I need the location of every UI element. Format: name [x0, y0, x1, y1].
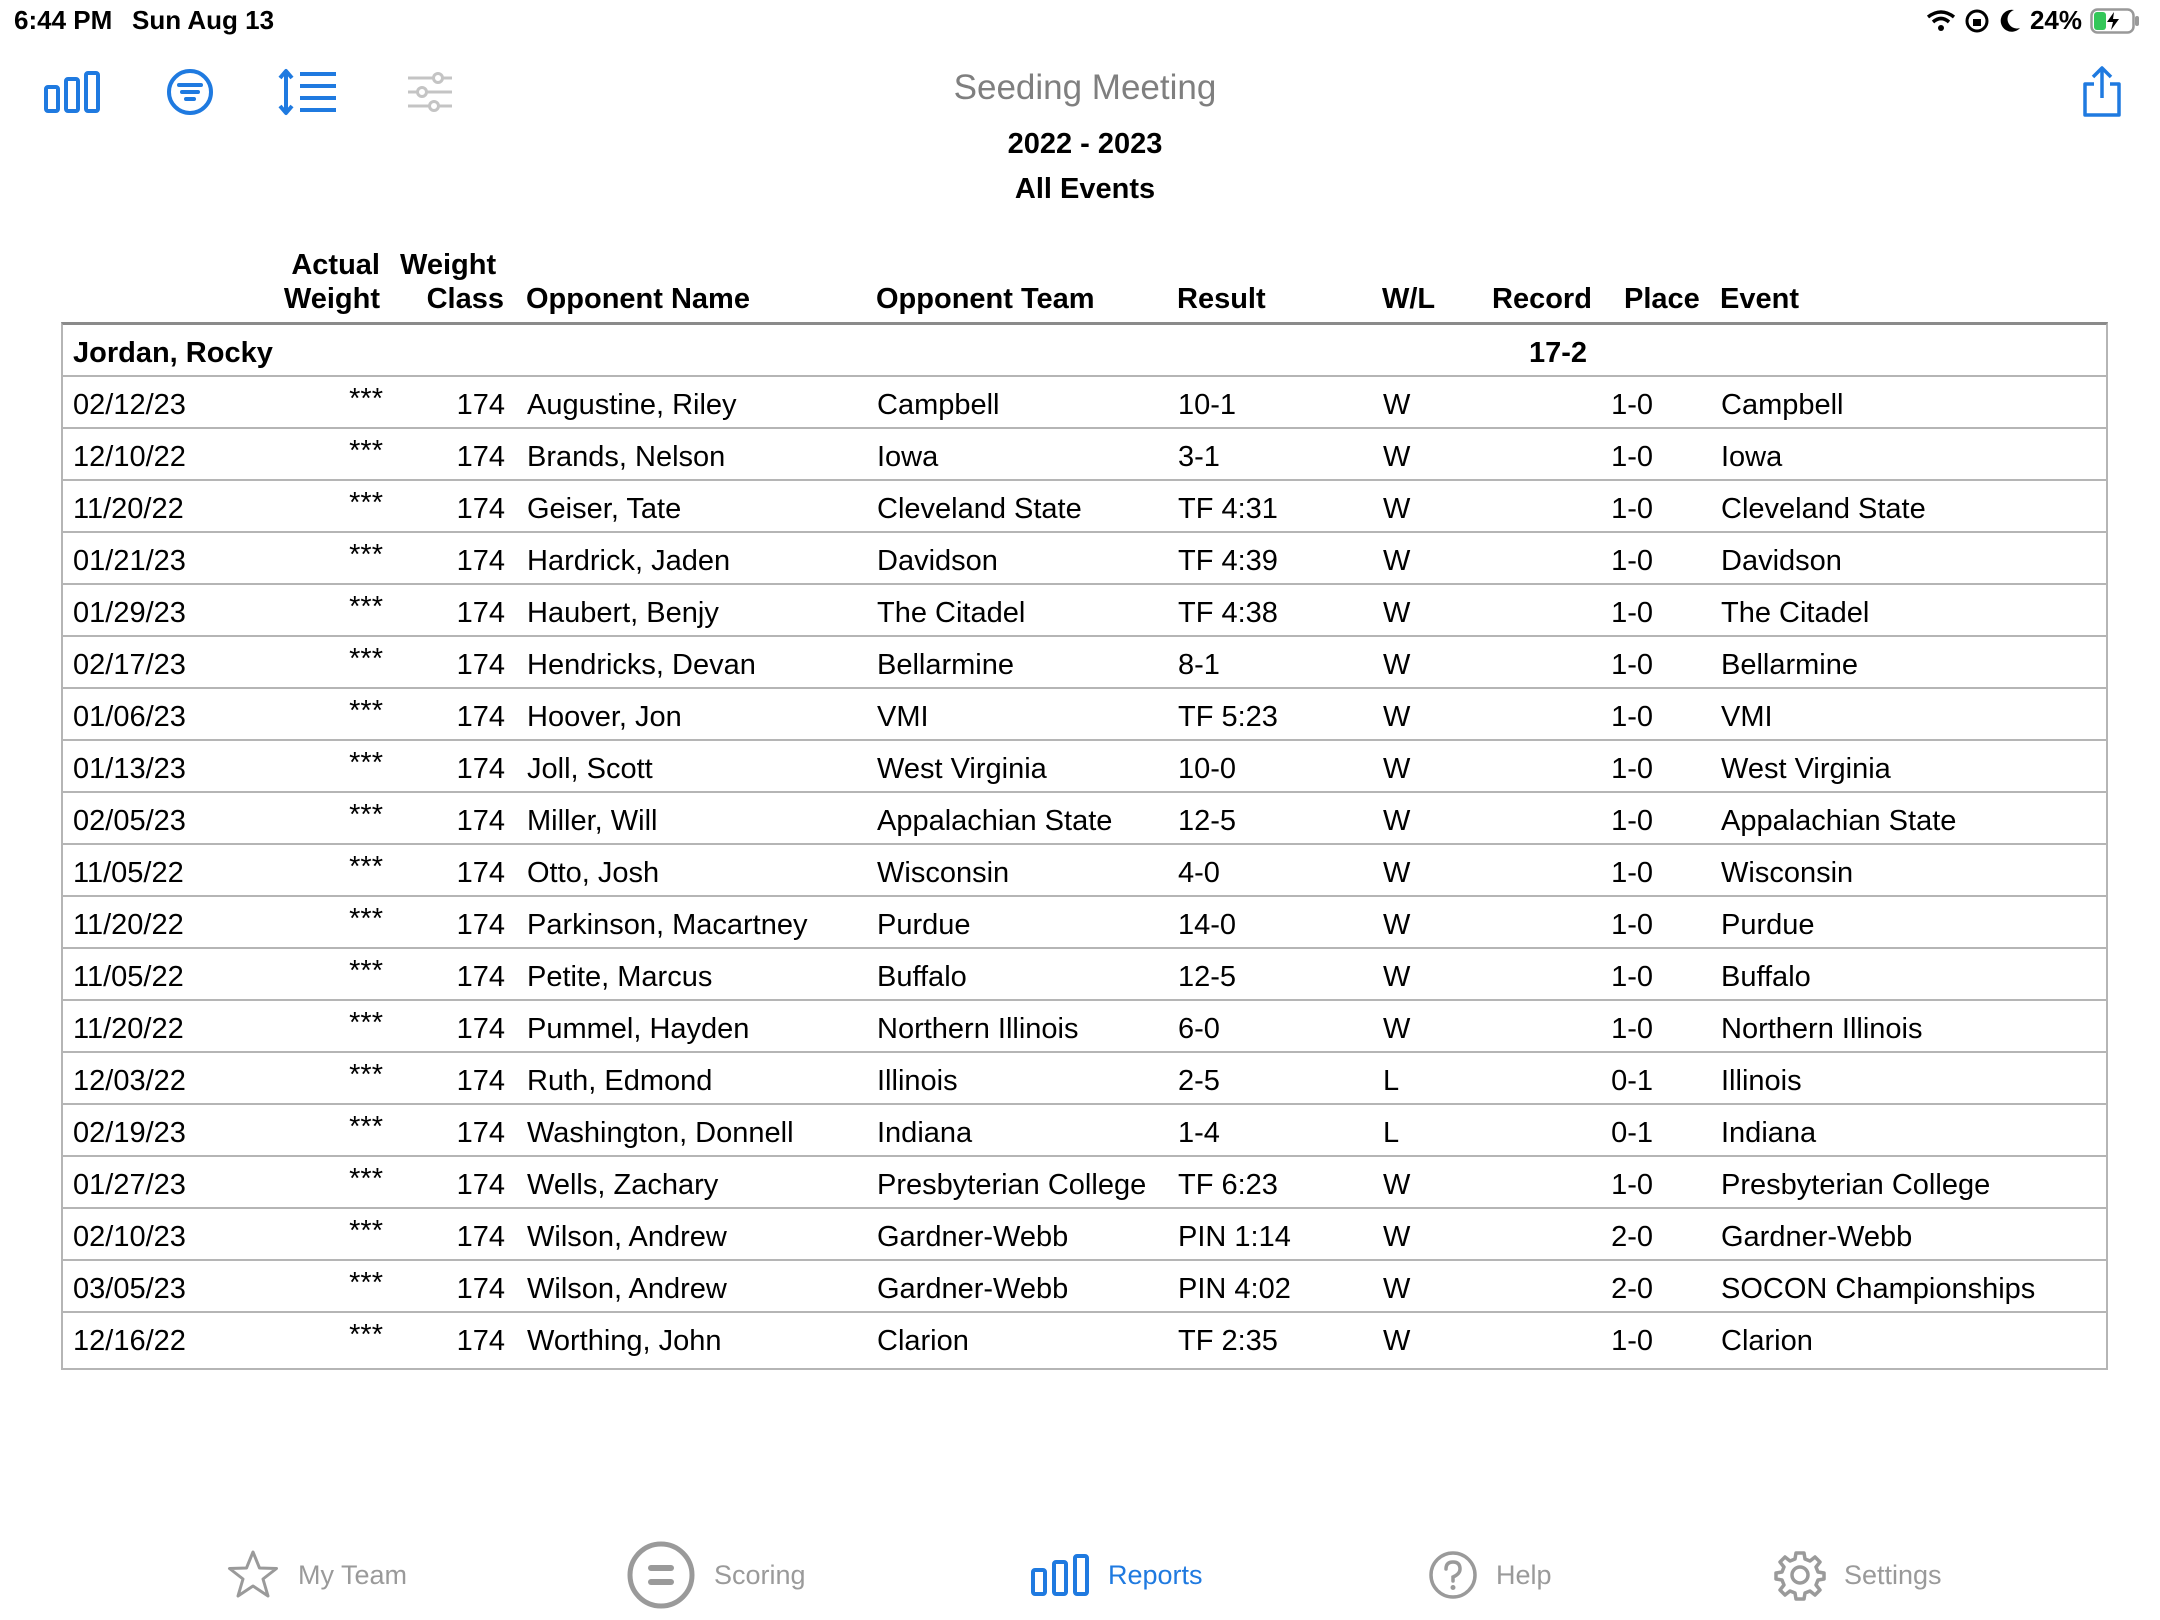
- cell-event: Cleveland State: [1721, 493, 1926, 525]
- cell-opponent-name: Geiser, Tate: [527, 493, 682, 525]
- cell-date: 01/29/23: [73, 597, 186, 629]
- cell-record: 1-0: [1611, 493, 1653, 525]
- cell-result: 14-0: [1178, 909, 1237, 941]
- cell-weight-class: 174: [456, 857, 505, 889]
- cell-result: TF 4:31: [1178, 493, 1278, 525]
- header-event: Event: [1720, 283, 1799, 315]
- table-row[interactable]: [63, 429, 2106, 481]
- table-row[interactable]: [63, 1053, 2106, 1105]
- cell-event: SOCON Championships: [1721, 1273, 2036, 1305]
- star-icon: [226, 1549, 280, 1601]
- cell-event: Indiana: [1721, 1117, 1817, 1149]
- cell-record: 1-0: [1611, 649, 1653, 681]
- cell-result: 3-1: [1178, 441, 1220, 473]
- cell-opponent-name: Wells, Zachary: [527, 1169, 719, 1201]
- cell-opponent-team: Campbell: [877, 389, 1000, 421]
- cell-date: 11/20/22: [73, 909, 184, 941]
- cell-date: 12/03/22: [73, 1065, 186, 1097]
- cell-wl: W: [1383, 1325, 1411, 1357]
- cell-record: 1-0: [1611, 909, 1653, 941]
- cell-actual-weight: ***: [349, 747, 383, 779]
- cell-date: 11/20/22: [73, 493, 184, 525]
- cell-event: Appalachian State: [1721, 805, 1957, 837]
- cell-actual-weight: ***: [349, 851, 383, 883]
- tab-reports[interactable]: [1030, 1540, 1203, 1610]
- cell-record: 1-0: [1611, 1013, 1653, 1045]
- cell-opponent-team: Bellarmine: [877, 649, 1014, 681]
- cell-result: 12-5: [1178, 805, 1237, 837]
- cell-weight-class: 174: [456, 1221, 505, 1253]
- cell-wl: W: [1383, 1273, 1411, 1305]
- header-opponent-team: Opponent Team: [876, 283, 1095, 315]
- cell-date: 01/06/23: [73, 701, 186, 733]
- table-row[interactable]: [63, 585, 2106, 637]
- cell-opponent-team: VMI: [877, 701, 929, 733]
- cell-wl: W: [1383, 1221, 1411, 1253]
- cell-weight-class: 174: [456, 493, 505, 525]
- table-row[interactable]: [63, 949, 2106, 1001]
- cell-record: 1-0: [1611, 389, 1653, 421]
- cell-weight-class: 174: [456, 597, 505, 629]
- cell-opponent-name: Hendricks, Devan: [527, 649, 756, 681]
- cell-actual-weight: ***: [349, 591, 383, 623]
- cell-result: 10-1: [1178, 389, 1237, 421]
- cell-date: 12/10/22: [73, 441, 186, 473]
- cell-event: Illinois: [1721, 1065, 1802, 1097]
- cell-record: 2-0: [1611, 1221, 1653, 1253]
- cell-actual-weight: ***: [349, 1267, 383, 1299]
- cell-wl: W: [1383, 909, 1411, 941]
- table-row[interactable]: [63, 637, 2106, 689]
- table-row[interactable]: [63, 1261, 2106, 1313]
- cell-date: 02/05/23: [73, 805, 186, 837]
- tab-label: My Team: [298, 1559, 408, 1590]
- cell-opponent-team: Appalachian State: [877, 805, 1113, 837]
- cell-opponent-team: Buffalo: [877, 961, 967, 993]
- cell-event: Northern Illinois: [1721, 1013, 1923, 1045]
- cell-weight-class: 174: [456, 1013, 505, 1045]
- cell-actual-weight: ***: [349, 643, 383, 675]
- cell-event: West Virginia: [1721, 753, 1891, 785]
- status-time: 6:44 PM: [14, 5, 113, 35]
- cell-date: 02/19/23: [73, 1117, 186, 1149]
- cell-result: TF 6:23: [1178, 1169, 1278, 1201]
- cell-actual-weight: ***: [349, 1111, 383, 1143]
- cell-record: 1-0: [1611, 857, 1653, 889]
- cell-opponent-name: Haubert, Benjy: [527, 597, 719, 629]
- cell-actual-weight: ***: [349, 435, 383, 467]
- cell-record: 0-1: [1611, 1065, 1653, 1097]
- cell-wl: W: [1383, 493, 1411, 525]
- cell-weight-class: 174: [456, 1325, 505, 1357]
- tab-help[interactable]: [1428, 1540, 1552, 1610]
- cell-record: 1-0: [1611, 753, 1653, 785]
- cell-actual-weight: ***: [349, 955, 383, 987]
- scoring-icon: [626, 1540, 696, 1610]
- cell-wl: W: [1383, 701, 1411, 733]
- cell-wl: W: [1383, 1169, 1411, 1201]
- cell-record: 1-0: [1611, 545, 1653, 577]
- help-icon: [1428, 1550, 1478, 1600]
- cell-wl: W: [1383, 389, 1411, 421]
- cell-actual-weight: ***: [349, 1215, 383, 1247]
- cell-record: 1-0: [1611, 1325, 1653, 1357]
- cell-result: TF 4:39: [1178, 545, 1278, 577]
- cell-date: 11/20/22: [73, 1013, 184, 1045]
- header-actual-weight: [250, 248, 380, 316]
- tab-label: Settings: [1844, 1559, 1942, 1590]
- cell-event: Gardner-Webb: [1721, 1221, 1913, 1253]
- table-row[interactable]: [63, 1313, 2106, 1365]
- cell-actual-weight: ***: [349, 1007, 383, 1039]
- cell-wl: W: [1383, 649, 1411, 681]
- tab-label: Scoring: [714, 1559, 806, 1590]
- cell-result: 12-5: [1178, 961, 1237, 993]
- cell-result: 6-0: [1178, 1013, 1220, 1045]
- cell-weight-class: 174: [456, 805, 505, 837]
- table-row[interactable]: [63, 1001, 2106, 1053]
- header-record: Record: [1492, 283, 1592, 315]
- cell-weight-class: 174: [456, 649, 505, 681]
- group-row[interactable]: [63, 325, 2106, 377]
- header-wl: W/L: [1382, 283, 1436, 315]
- cell-actual-weight: ***: [349, 695, 383, 727]
- cell-event: Wisconsin: [1721, 857, 1854, 889]
- cell-opponent-team: Presbyterian College: [877, 1169, 1147, 1201]
- cell-result: 10-0: [1178, 753, 1237, 785]
- cell-result: 4-0: [1178, 857, 1220, 889]
- cell-actual-weight: ***: [349, 487, 383, 519]
- cell-record: 1-0: [1611, 805, 1653, 837]
- cell-opponent-name: Pummel, Hayden: [527, 1013, 750, 1045]
- cell-actual-weight: ***: [349, 1163, 383, 1195]
- cell-date: 02/17/23: [73, 649, 186, 681]
- cell-wl: L: [1383, 1117, 1400, 1149]
- report-title: Seeding Meeting: [953, 68, 1217, 107]
- cell-actual-weight: ***: [349, 1319, 383, 1351]
- header-weight-class: [400, 248, 504, 316]
- cell-opponent-name: Hardrick, Jaden: [527, 545, 731, 577]
- tab-label: Reports: [1108, 1559, 1203, 1590]
- cell-record: 0-1: [1611, 1117, 1653, 1149]
- cell-result: PIN 4:02: [1178, 1273, 1291, 1305]
- header-weight-class-line1: Weight: [400, 249, 497, 281]
- header-result: Result: [1177, 283, 1266, 315]
- cell-date: 03/05/23: [73, 1273, 186, 1305]
- header-actual-weight-line2: Weight: [283, 283, 380, 315]
- cell-opponent-name: Joll, Scott: [527, 753, 653, 785]
- header-weight-class-line2: Class: [426, 283, 504, 315]
- report-scope: All Events: [1014, 173, 1156, 205]
- cell-event: Campbell: [1721, 389, 1844, 421]
- cell-record: 2-0: [1611, 1273, 1653, 1305]
- battery-percent: 24%: [2029, 5, 2082, 35]
- cell-event: Purdue: [1721, 909, 1815, 941]
- cell-wl: L: [1383, 1065, 1400, 1097]
- table-row[interactable]: [63, 1157, 2106, 1209]
- reports-icon: [1030, 1553, 1090, 1597]
- cell-opponent-team: Clarion: [877, 1325, 969, 1357]
- results-table: [61, 322, 2108, 1370]
- cell-event: Davidson: [1721, 545, 1842, 577]
- cell-opponent-team: Gardner-Webb: [877, 1273, 1069, 1305]
- cell-opponent-name: Hoover, Jon: [527, 701, 682, 733]
- cell-opponent-name: Brands, Nelson: [527, 441, 726, 473]
- cell-result: TF 2:35: [1178, 1325, 1278, 1357]
- cell-opponent-name: Miller, Will: [527, 805, 658, 837]
- cell-wl: W: [1383, 961, 1411, 993]
- cell-result: TF 4:38: [1178, 597, 1278, 629]
- cell-result: 8-1: [1178, 649, 1220, 681]
- header-actual-weight-line1: Actual: [291, 249, 380, 281]
- cell-opponent-name: Petite, Marcus: [527, 961, 713, 993]
- tab-scoring[interactable]: [626, 1540, 806, 1610]
- cell-wl: W: [1383, 805, 1411, 837]
- cell-opponent-team: West Virginia: [877, 753, 1047, 785]
- table-row[interactable]: [63, 741, 2106, 793]
- group-record: 17-2: [1529, 337, 1588, 369]
- cell-event: Buffalo: [1721, 961, 1811, 993]
- cell-event: Iowa: [1721, 441, 1783, 473]
- cell-weight-class: 174: [456, 909, 505, 941]
- cell-opponent-name: Ruth, Edmond: [527, 1065, 713, 1097]
- report-season: 2022 - 2023: [1007, 128, 1163, 160]
- cell-date: 02/12/23: [73, 389, 186, 421]
- cell-weight-class: 174: [456, 1117, 505, 1149]
- cell-weight-class: 174: [456, 441, 505, 473]
- cell-wl: W: [1383, 1013, 1411, 1045]
- cell-weight-class: 174: [456, 545, 505, 577]
- orientation-lock-icon: [1964, 8, 1990, 34]
- cell-date: 01/21/23: [73, 545, 186, 577]
- cell-date: 11/05/22: [73, 857, 184, 889]
- cell-record: 1-0: [1611, 961, 1653, 993]
- cell-result: 2-5: [1178, 1065, 1220, 1097]
- cell-opponent-team: Northern Illinois: [877, 1013, 1079, 1045]
- cell-opponent-team: Wisconsin: [877, 857, 1010, 889]
- cell-wl: W: [1383, 441, 1411, 473]
- cell-opponent-name: Wilson, Andrew: [527, 1221, 727, 1253]
- table-row[interactable]: [63, 481, 2106, 533]
- cell-record: 1-0: [1611, 441, 1653, 473]
- cell-record: 1-0: [1611, 701, 1653, 733]
- cell-weight-class: 174: [456, 1169, 505, 1201]
- header-opponent-name: Opponent Name: [526, 283, 750, 315]
- gear-icon: [1774, 1549, 1826, 1601]
- cell-wl: W: [1383, 597, 1411, 629]
- cell-opponent-team: Cleveland State: [877, 493, 1082, 525]
- cell-weight-class: 174: [456, 753, 505, 785]
- cell-wl: W: [1383, 857, 1411, 889]
- moon-icon: [1998, 8, 2022, 34]
- cell-result: TF 5:23: [1178, 701, 1278, 733]
- cell-opponent-name: Washington, Donnell: [527, 1117, 794, 1149]
- group-wrestler-name: Jordan, Rocky: [73, 337, 273, 369]
- table-row[interactable]: [63, 1209, 2106, 1261]
- cell-weight-class: 174: [456, 389, 505, 421]
- cell-actual-weight: ***: [349, 799, 383, 831]
- cell-event: Bellarmine: [1721, 649, 1858, 681]
- status-date: Sun Aug 13: [132, 5, 275, 35]
- cell-event: VMI: [1721, 701, 1773, 733]
- cell-opponent-name: Augustine, Riley: [527, 389, 737, 421]
- cell-date: 01/27/23: [73, 1169, 186, 1201]
- battery-icon: [2090, 8, 2140, 34]
- cell-actual-weight: ***: [349, 383, 383, 415]
- tab-label: Help: [1496, 1559, 1552, 1590]
- cell-weight-class: 174: [456, 701, 505, 733]
- table-row[interactable]: [63, 689, 2106, 741]
- cell-opponent-team: Iowa: [877, 441, 939, 473]
- cell-opponent-team: Purdue: [877, 909, 971, 941]
- cell-event: Presbyterian College: [1721, 1169, 1991, 1201]
- cell-wl: W: [1383, 545, 1411, 577]
- cell-actual-weight: ***: [349, 903, 383, 935]
- header-place: Place: [1624, 283, 1700, 315]
- tab-settings[interactable]: [1774, 1540, 1942, 1610]
- tab-my-team[interactable]: [226, 1540, 407, 1610]
- cell-weight-class: 174: [456, 961, 505, 993]
- wifi-icon: [1926, 9, 1956, 33]
- cell-weight-class: 174: [456, 1065, 505, 1097]
- status-bar: [0, 0, 2160, 40]
- cell-opponent-name: Worthing, John: [527, 1325, 722, 1357]
- table-row[interactable]: [63, 793, 2106, 845]
- cell-actual-weight: ***: [349, 539, 383, 571]
- cell-opponent-name: Otto, Josh: [527, 857, 660, 889]
- cell-weight-class: 174: [456, 1273, 505, 1305]
- cell-opponent-team: Illinois: [877, 1065, 958, 1097]
- cell-date: 01/13/23: [73, 753, 186, 785]
- cell-date: 11/05/22: [73, 961, 184, 993]
- cell-date: 02/10/23: [73, 1221, 186, 1253]
- table-row[interactable]: [63, 897, 2106, 949]
- cell-opponent-team: The Citadel: [877, 597, 1026, 629]
- cell-result: PIN 1:14: [1178, 1221, 1291, 1253]
- cell-event: The Citadel: [1721, 597, 1870, 629]
- cell-opponent-name: Wilson, Andrew: [527, 1273, 727, 1305]
- table-row[interactable]: [63, 377, 2106, 429]
- cell-event: Clarion: [1721, 1325, 1813, 1357]
- table-row[interactable]: [63, 845, 2106, 897]
- cell-record: 1-0: [1611, 1169, 1653, 1201]
- cell-result: 1-4: [1178, 1117, 1220, 1149]
- cell-date: 12/16/22: [73, 1325, 186, 1357]
- cell-record: 1-0: [1611, 597, 1653, 629]
- table-row[interactable]: [63, 533, 2106, 585]
- cell-opponent-team: Davidson: [877, 545, 998, 577]
- status-right: [1926, 5, 2140, 36]
- cell-actual-weight: ***: [349, 1059, 383, 1091]
- cell-opponent-name: Parkinson, Macartney: [527, 909, 808, 941]
- cell-wl: W: [1383, 753, 1411, 785]
- table-row[interactable]: [63, 1105, 2106, 1157]
- cell-opponent-team: Indiana: [877, 1117, 973, 1149]
- cell-opponent-team: Gardner-Webb: [877, 1221, 1069, 1253]
